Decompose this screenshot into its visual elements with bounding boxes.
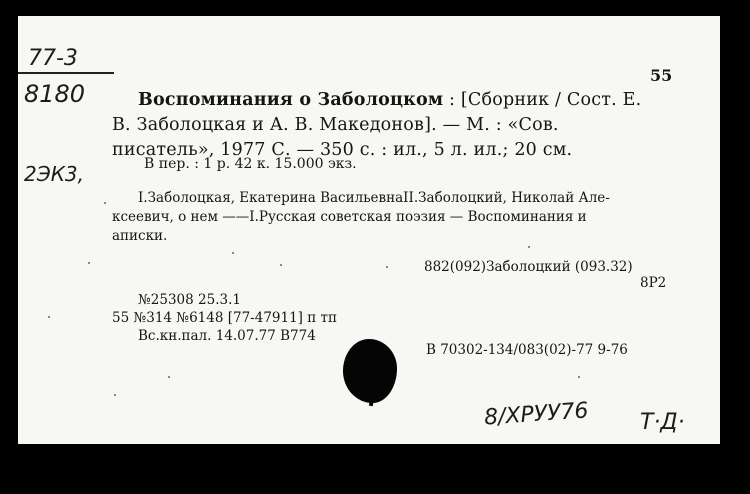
classification: 882(092)Заболоцкий (093.32)	[424, 259, 633, 275]
speck	[104, 202, 106, 204]
book-title: Воспоминания о Заболоцком	[138, 90, 444, 110]
page-number: 55	[650, 66, 673, 85]
binding-price: В пер. : 1 р. 42 к. 15.000 экз.	[144, 156, 357, 172]
handwritten-underline	[18, 72, 114, 74]
title-rest: : [Сборник / Сост. Е.	[449, 90, 642, 110]
handwritten-initials: Т·Д·	[640, 410, 685, 435]
title-line-1	[138, 90, 641, 110]
speck	[88, 262, 90, 264]
speck	[386, 266, 388, 268]
speck	[528, 246, 530, 248]
handwritten-signature: 8/ХРУУ76	[483, 398, 590, 431]
registration-line-1: №25308 25.3.1	[138, 292, 241, 308]
speck	[280, 264, 282, 266]
classification-code: 8Р2	[640, 275, 667, 291]
subjects-line-2: ксеевич, о нем ——I.Русская советская поэзия — Воспоминания и	[112, 209, 587, 225]
speck	[48, 316, 50, 318]
registration-line-2: 55 №314 №6148 [77-47911] п тп	[112, 310, 337, 326]
speck	[114, 394, 116, 396]
handwritten-side-note: 2ЭК3,	[24, 162, 84, 186]
subjects-line-3: аписки.	[112, 228, 168, 244]
speck	[168, 376, 170, 378]
title-line-2: В. Заболоцкая и А. В. Македонов]. — М. : «Сов.	[112, 115, 559, 135]
registration-line-3: Вс.кн.пал. 14.07.77 В774	[138, 328, 316, 344]
title-line-3: писатель», 1977 С. — 350 с. : ил., 5 л. ил.; 20 см.	[112, 140, 573, 160]
subjects-line-1: I.Заболоцкая, Екатерина ВасильевнаII.Заболоцкий, Николай Але-	[138, 190, 610, 206]
ink-blot	[343, 339, 397, 403]
index-code: В 70302-134/083(02)-77 9-76	[426, 342, 628, 358]
handwritten-number: 8180	[24, 80, 86, 108]
speck	[578, 376, 580, 378]
catalog-card	[18, 16, 720, 444]
handwritten-code-top: 77-3	[28, 46, 78, 71]
speck	[232, 252, 234, 254]
